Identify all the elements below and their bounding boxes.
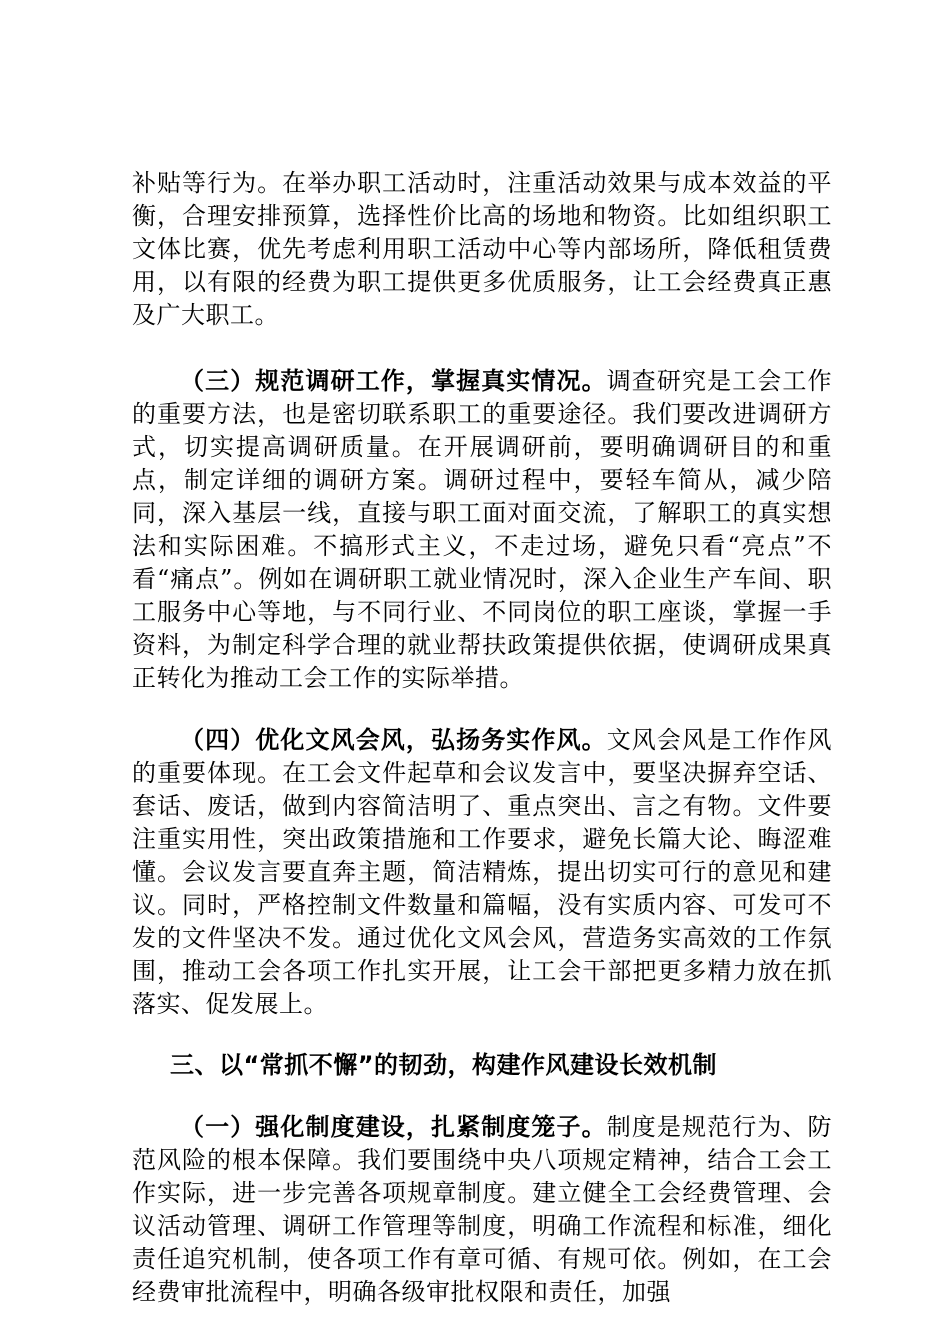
paragraph-continuation — [132, 167, 832, 332]
paragraph-lead: （三）规范调研工作，掌握真实情况。 — [180, 367, 607, 395]
paragraph-writing-style — [132, 724, 832, 1021]
paragraph-text: 调查研究是工会工作的重要方法，也是密切联系职工的重要途径。我们要改进调研方式，切实提高调研质量。在开展调研前，要明确调研目的和重点，制定详细的调研方案。调研过程中，要轻车简从，减少陪同，深入基层一线，直接与职工面对面交流，了解职工的真实想法和实际困难。不搞形式主义，不走过场，避免只看“亮点”不看“痛点”。例如在调研职工就业情况时，深入企业生产车间、职工服务中心等地，与不同行业、不同岗位的职工座谈，掌握一手资料，为制定科学合理的就业帮扶政策提供依据，使调研成果真正转化为推动工会工作的实际举措。 — [132, 367, 833, 692]
paragraph-system-building — [132, 1111, 832, 1309]
paragraph-text: 补贴等行为。在举办职工活动时，注重活动效果与成本效益的平衡，合理安排预算，选择性价比高的场地和物资。比如组织职工文体比赛，优先考虑利用职工活动中心等内部场所，降低租赁费用，以有限的经费为职工提供更多优质服务，让工会经费真正惠及广大职工。 — [132, 169, 832, 329]
paragraph-text: 文风会风是工作作风的重要体现。在工会文件起草和会议发言中，要坚决摒弃空话、套话、废话，做到内容简洁明了、重点突出、言之有物。文件要注重实用性，突出政策措施和工作要求，避免长篇大论、晦涩难懂。会议发言要直奔主题，简洁精炼，提出切实可行的意见和建议。同时，严格控制文件数量和篇幅，没有实质内容、可发可不发的文件坚决不发。通过优化文风会风，营造务实高效的工作氛围，推动工会各项工作扎实开展，让工会干部把更多精力放在抓落实、促发展上。 — [132, 726, 833, 1018]
section-heading: 三、以“常抓不懈”的韧劲，构建作风建设长效机制 — [170, 1051, 718, 1079]
paragraph-lead: （一）强化制度建设，扎紧制度笼子。 — [180, 1113, 607, 1141]
document-body — [132, 167, 832, 1309]
paragraph-lead: （四）优化文风会风，弘扬务实作风。 — [180, 726, 607, 754]
paragraph-research — [132, 365, 832, 695]
paragraph-text: 制度是规范行为、防范风险的根本保障。我们要围绕中央八项规定精神，结合工会工作实际，进一步完善各项规章制度。建立健全工会经费管理、会议活动管理、调研工作管理等制度，明确工作流程和标准，细化责任追究机制，使各项工作有章可循、有规可依。例如，在工会经费审批流程中，明确各级审批权限和责任，加强 — [132, 1113, 833, 1306]
